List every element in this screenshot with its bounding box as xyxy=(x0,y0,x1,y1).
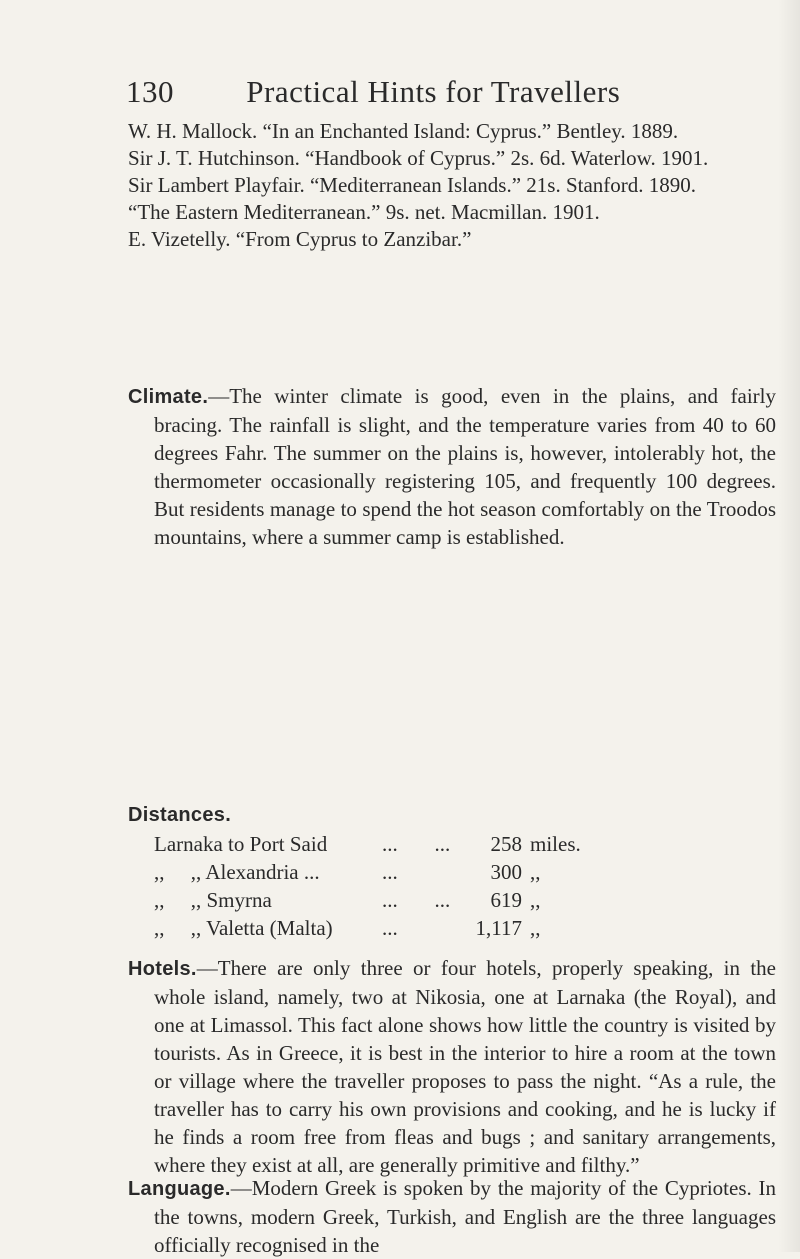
distance-unit: ,, xyxy=(530,888,541,912)
distance-value: 619 xyxy=(490,888,522,912)
bibliography-entry: E. Vizetelly. “From Cyprus to Zanzibar.” xyxy=(128,227,472,251)
distance-leader: ... ... xyxy=(382,832,451,856)
bibliography-list xyxy=(128,118,768,253)
distance-value: 258 xyxy=(490,832,522,856)
bibliography-entry: Sir Lambert Playfair. “Mediterranean Islands.” 21s. Stanford. 1890. xyxy=(128,173,697,197)
page-edge-shadow xyxy=(778,0,800,1252)
distance-value: 1,117 xyxy=(475,916,522,940)
language-section xyxy=(128,1174,776,1259)
hotels-section xyxy=(128,954,776,1179)
distance-place: ,, ,, Smyrna xyxy=(154,888,272,912)
distance-value: 300 xyxy=(490,860,522,884)
bibliography-entry: Sir J. T. Hutchinson. “Handbook of Cyprus.” 2s. 6d. Waterlow. 1901. xyxy=(128,146,709,170)
running-title: Practical Hints for Travellers xyxy=(246,74,621,109)
table-row xyxy=(154,886,610,914)
hotels-text: —There are only three or four hotels, properly speaking, in the whole island, namely, two at Nikosia, one at Larnaka (the Royal), and one at Limassol. This fact alone shows how little the country is visited by tourists. As in Greece, it is best in the interior to hire a room at the town or village where the traveller proposes to pass the night. “As a rule, the traveller has to carry his own provisions and cooking, and he is lucky if he finds a room free from fleas and bugs ; and sanitary arrangements, where they exist at all, are generally primitive and filthy.” xyxy=(154,956,776,1177)
table-row xyxy=(154,830,610,858)
distance-leader: ... xyxy=(382,916,398,940)
distance-unit: miles. xyxy=(530,832,581,856)
page-number: 130 xyxy=(126,74,174,109)
language-heading: Language. xyxy=(128,1178,231,1200)
hotels-heading: Hotels. xyxy=(128,958,197,980)
distance-leader: ... ... xyxy=(382,888,451,912)
table-row xyxy=(154,858,610,886)
distance-unit: ,, xyxy=(530,860,541,884)
running-header xyxy=(126,74,740,110)
bibliography-entry: “The Eastern Mediterranean.” 9s. net. Macmillan. 1901. xyxy=(128,200,600,224)
distances-table xyxy=(154,830,610,942)
distance-place: ,, ,, Valetta (Malta) xyxy=(154,916,333,940)
distance-unit: ,, xyxy=(530,916,541,940)
distance-place: ,, ,, Alexandria ... xyxy=(154,860,320,884)
table-row xyxy=(154,914,610,942)
climate-section xyxy=(128,382,776,551)
distance-place: Larnaka to Port Said xyxy=(154,832,328,856)
climate-heading: Climate. xyxy=(128,386,209,408)
distance-leader: ... xyxy=(382,860,398,884)
language-text: —Modern Greek is spoken by the majority of the Cypriotes. In the towns, modern Greek, Turkish, and English are the three languages officially recognised in the xyxy=(154,1176,776,1257)
climate-text: —The winter climate is good, even in the plains, and fairly bracing. The rainfall is slight, and the temperature varies from 40 to 60 degrees Fahr. The summer on the plains is, however, intolerably hot, the thermometer occasionally registering 105, and frequently 100 degrees. But residents manage to spend the hot season comfortably on the Troodos mountains, where a summer camp is established. xyxy=(154,384,776,549)
distances-heading: Distances. xyxy=(128,804,232,826)
bibliography-entry: W. H. Mallock. “In an Enchanted Island: Cyprus.” Bentley. 1889. xyxy=(128,119,679,143)
distances-section xyxy=(128,800,776,829)
